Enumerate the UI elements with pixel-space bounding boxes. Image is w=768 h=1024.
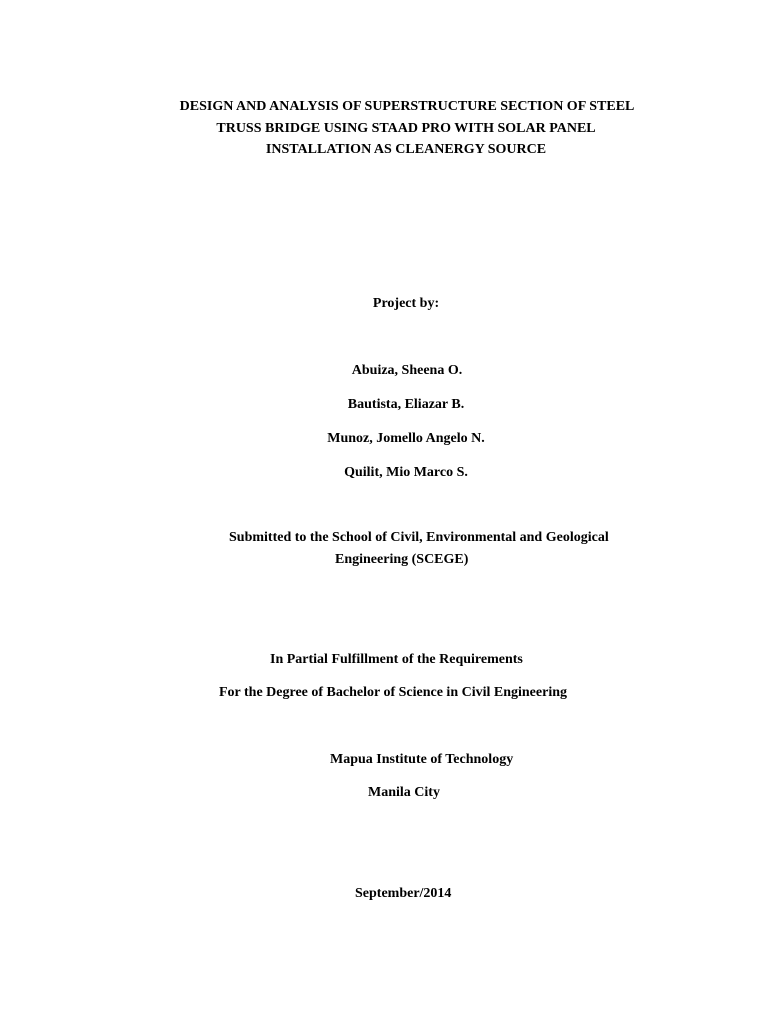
fulfillment-line-2: For the Degree of Bachelor of Science in Civil Engineering	[219, 685, 568, 700]
title-line-3: INSTALLATION AS CLEANERGY SOURCE	[265, 142, 547, 157]
institution-name: Mapua Institute of Technology	[330, 752, 514, 767]
author-name: Abuiza, Sheena O.	[351, 363, 463, 378]
submitted-line-2: Engineering (SCEGE)	[335, 552, 469, 567]
title-line-1: DESIGN AND ANALYSIS OF SUPERSTRUCTURE SECTION OF STEEL	[179, 99, 635, 114]
submitted-line-1: Submitted to the School of Civil, Environmental and Geological	[229, 530, 609, 545]
institution-city: Manila City	[368, 785, 440, 800]
author-name: Quilit, Mio Marco S.	[344, 465, 468, 480]
fulfillment-line-1: In Partial Fulfillment of the Requirements	[270, 652, 523, 667]
author-name: Munoz, Jomello Angelo N.	[327, 431, 485, 446]
submission-date: September/2014	[355, 886, 452, 901]
author-name: Bautista, Eliazar B.	[347, 397, 465, 412]
title-line-2: TRUSS BRIDGE USING STAAD PRO WITH SOLAR PANEL	[216, 121, 596, 136]
project-by-label: Project by:	[372, 296, 440, 311]
